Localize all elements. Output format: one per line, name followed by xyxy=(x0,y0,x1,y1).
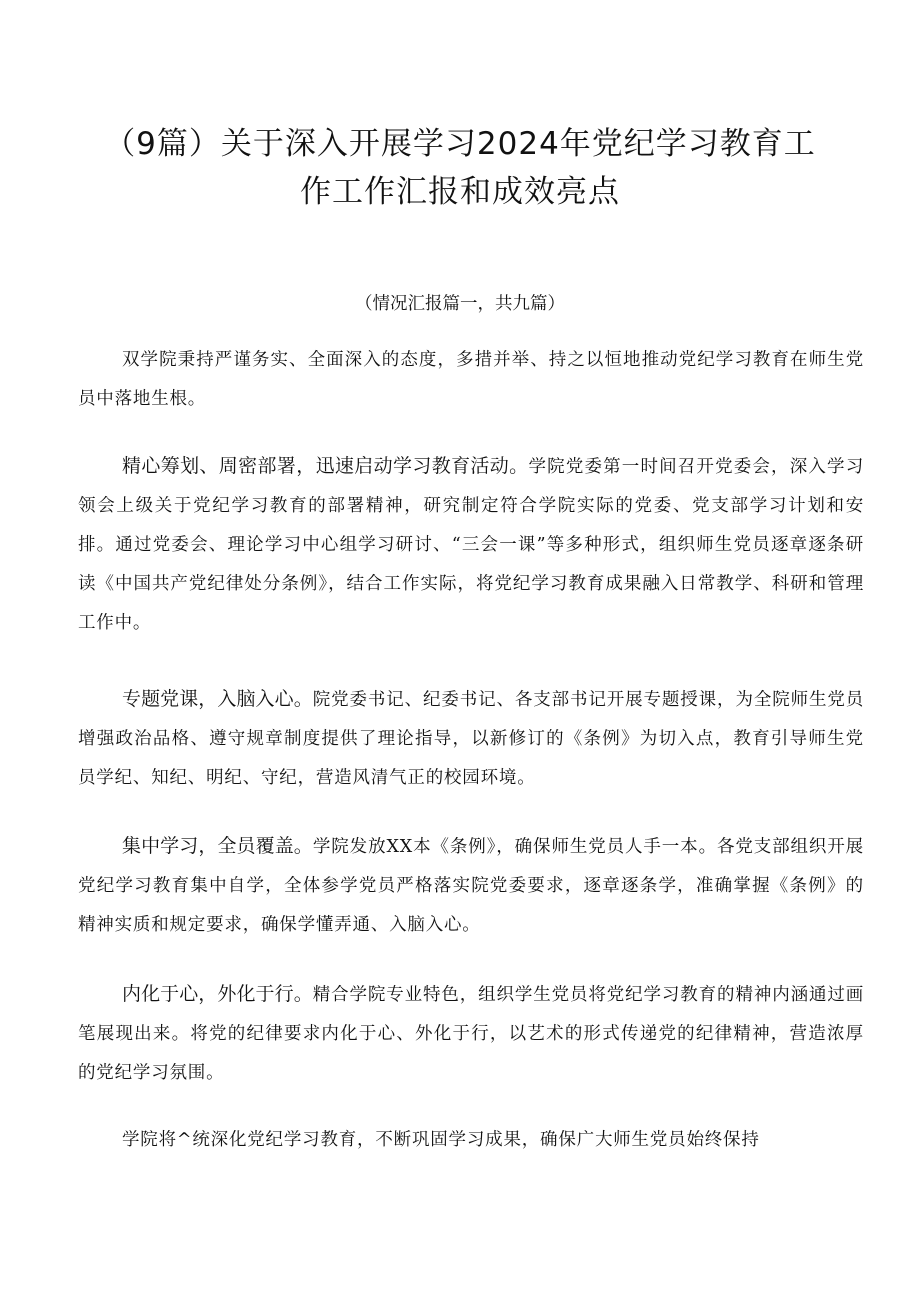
section-body: 精合学院专业特色，组织学生党员将党纪学习教育的精神内涵通过画笔展现出来。将党的纪律要求内化于心、外化于行，以艺术的形式传递党的纪律精神，营造浓厚的党纪学习氛围。 xyxy=(78,985,864,1083)
intro-paragraph: 双学院秉持严谨务实、全面深入的态度，多措并举、持之以恒地推动党纪学习教育在师生党员中落地生根。 xyxy=(78,350,864,409)
document-title: （9篇）关于深入开展学习2024年党纪学习教育工作工作汇报和成效亮点 xyxy=(104,126,816,210)
closing-paragraph: 学院将^统深化党纪学习教育，不断巩固学习成果，确保广大师生党员始终保持 xyxy=(122,1130,760,1150)
section-paragraph xyxy=(78,680,864,798)
section-body: 学院党委第一时间召开党委会，深入学习领会上级关于党纪学习教育的部署精神，研究制定符合学院实际的党委、党支部学习计划和安排。通过党委会、理论学习中心组学习研讨、“三会一课”等多种形式，组织师生党员逐章逐条研读《中国共产党纪律处分条例》，结合工作实际，将党纪学习教育成果融入日常教学、科研和管理工作中。 xyxy=(78,457,864,633)
section-heading: 精心筹划、周密部署，迅速启动学习教育活动。 xyxy=(122,455,529,477)
section-heading: 专题党课，入脑入心。 xyxy=(122,688,313,710)
section-paragraph xyxy=(78,975,864,1093)
section-heading: 集中学习，全员覆盖。 xyxy=(122,835,313,857)
document-subtitle: （情况汇报篇一，共九篇） xyxy=(355,294,565,314)
section-paragraph xyxy=(78,827,864,945)
section-body: 学院发放XX本《条例》，确保师生党员人手一本。各党支部组织开展党纪学习教育集中自学，全体参学党员严格落实院党委要求，逐章逐条学，准确掌握《条例》的精神实质和规定要求，确保学懂弄通、入脑入心。 xyxy=(78,837,864,935)
section-heading: 内化于心，外化于行。 xyxy=(122,983,313,1005)
section-paragraph xyxy=(78,447,864,643)
section-body: 院党委书记、纪委书记、各支部书记开展专题授课，为全院师生党员增强政治品格、遵守规章制度提供了理论指导，以新修订的《条例》为切入点，教育引导师生党员学纪、知纪、明纪、守纪，营造风清气正的校园环境。 xyxy=(78,690,864,788)
